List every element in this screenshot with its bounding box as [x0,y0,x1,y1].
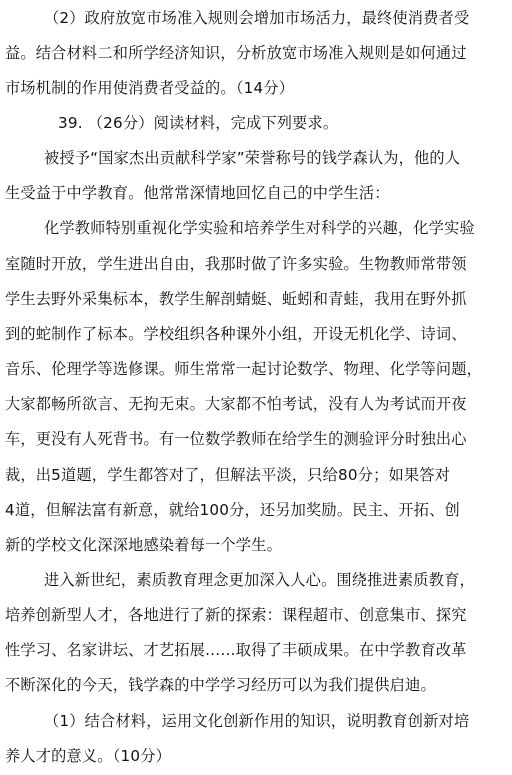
text-line: 性学习、名家讲坛、才艺拓展……取得了丰硕成果。在中学教育改革 [5,641,467,659]
question-39-heading: 39. （26分）阅读材料，完成下列要求。 [58,114,339,132]
text-line: （2）政府放宽市场准入规则会增加市场活力，最终使消费者受 [44,9,470,27]
text-line: 化学教师特别重视化学实验和培养学生对科学的兴趣，化学实验 [44,219,475,237]
text-line: 市场机制的作用使消费者受益的。（14分） [5,79,295,97]
text-line: 新的学校文化深深地感染着每一个学生。 [5,536,282,554]
sub-question-1: （1）结合材料，运用文化创新作用的知识，说明教育创新对培 [44,712,470,730]
text-line: 进入新世纪，素质教育理念更加深入人心。围绕推进素质教育， [44,571,475,589]
text-line: 益。结合材料二和所学经济知识，分析放宽市场准入规则是如何通过 [5,44,467,62]
text-line: 生受益于中学教育。他常常深情地回忆自己的中学生活： [5,184,390,202]
text-line: 到的蛇制作了标本。学校组织各种课外小组，开设无机化学、诗词、 [5,325,467,343]
text-line: 大家都畅所欲言、无拘无束。大家都不怕考试，没有人为考试而开夜 [5,395,467,413]
text-line: 培养创新型人才，各地进行了新的探索：课程超市、创意集市、探究 [5,606,467,624]
text-line: 车，更没有人死背书。有一位数学教师在给学生的测验评分时独出心 [5,430,467,448]
text-line: 养人才的意义。（10分） [5,747,172,765]
text-line: 不断深化的今天，钱学森的中学学习经历可以为我们提供启迪。 [5,676,436,694]
text-line: 裁，出5道题，学生都答对了，但解法平淡，只给80分；如果答对 [5,466,451,484]
text-line: 学生去野外采集标本，教学生解剖蜻蜓、蚯蚓和青蛙，我用在野外抓 [5,290,467,308]
text-line: 4道，但解法富有新意，就给100分，还另加奖励。民主、开拓、创 [5,501,460,519]
text-line: 室随时开放，学生进出自由，我那时做了许多实验。生物教师常带领 [5,255,467,273]
text-line: 被授予“国家杰出贡献科学家”荣誉称号的钱学森认为，他的人 [44,149,461,167]
text-line: 音乐、伦理学等选修课。师生常常一起讨论数学、物理、化学等问题， [5,360,483,378]
